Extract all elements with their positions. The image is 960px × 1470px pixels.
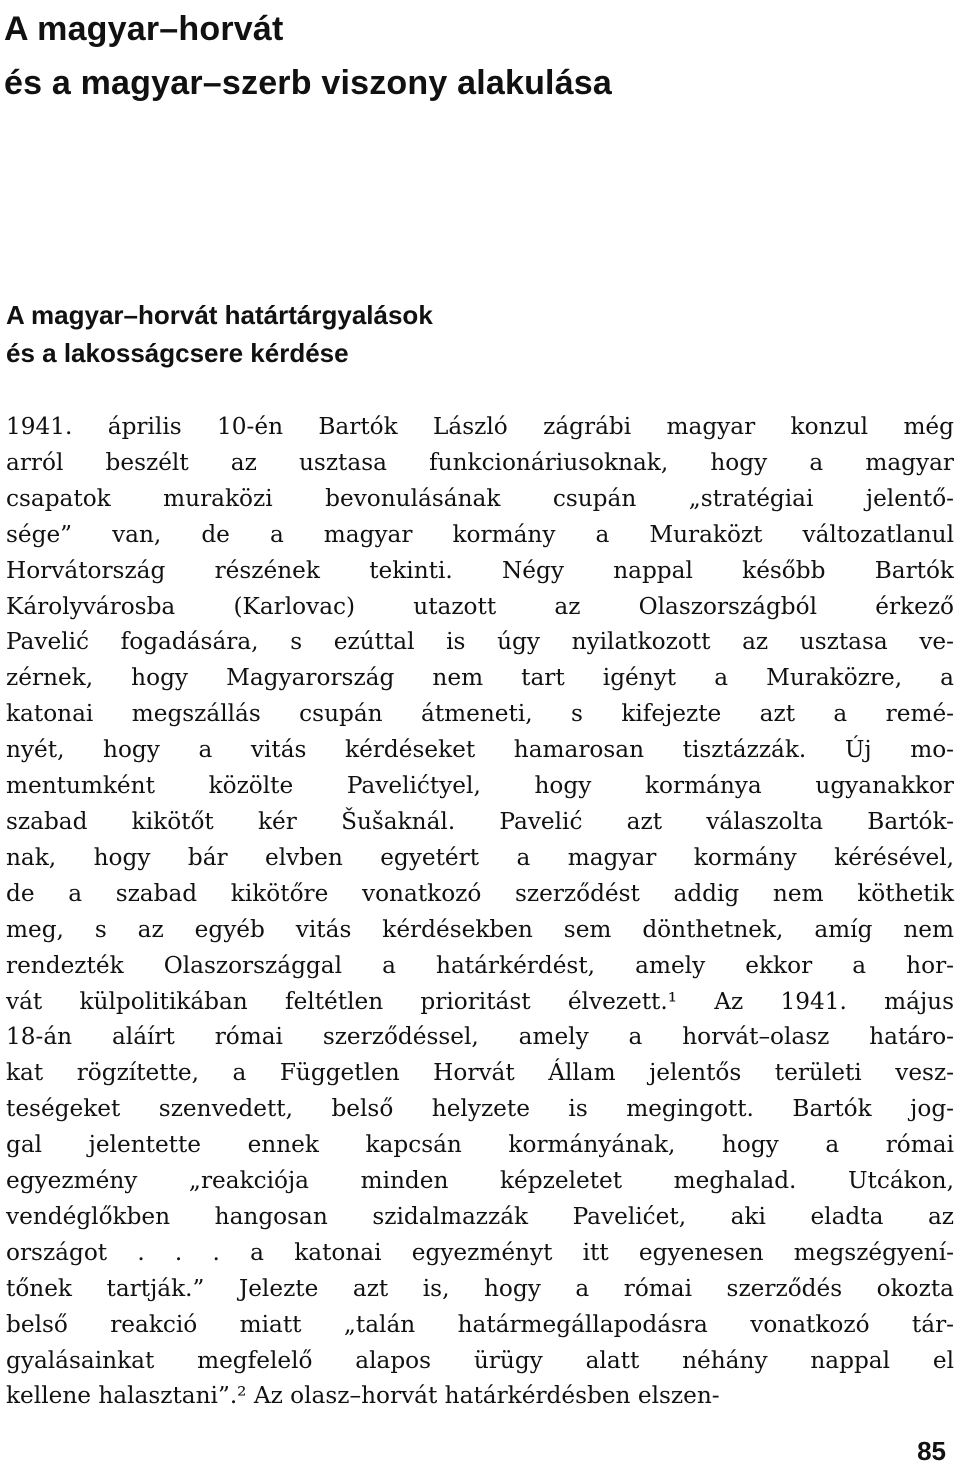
chapter-title-line-1: A magyar–horvát (4, 10, 284, 48)
body-line: Károlyvárosba (Karlovac) utazott az Olaszországból érkező (6, 592, 954, 620)
body-line: teségeket szenvedett, belső helyzete is megingott. Bartók jog- (6, 1095, 954, 1123)
body-line: szabad kikötőt kér Šušaknál. Pavelić azt válaszolta Bartók- (6, 807, 954, 835)
page-number: 85 (917, 1436, 946, 1466)
body-line: rendezték Olaszországgal a határkérdést, amely ekkor a hor- (6, 951, 954, 979)
chapter-title-line-2: és a magyar–szerb viszony alakulása (4, 64, 613, 102)
body-line: tőnek tartják.” Jelezte azt is, hogy a római szerződés okozta (6, 1274, 954, 1302)
body-line: kat rögzítette, a Független Horvát Állam jelentős területi vesz- (6, 1059, 954, 1087)
body-line: belső reakció miatt „talán határmegállapodásra vonatkozó tár- (6, 1310, 954, 1338)
section-title (6, 296, 433, 372)
body-paragraph (6, 409, 954, 1414)
body-line: nak, hogy bár elvben egyetért a magyar kormány kérésével, (6, 843, 954, 871)
section-title-line-2: és a lakosságcsere kérdése (6, 338, 349, 368)
body-line: 1941. április 10-én Bartók László zágrábi magyar konzul még (6, 413, 954, 440)
body-line: sége” van, de a magyar kormány a Muraközt változatlanul (6, 520, 954, 548)
body-line: arról beszélt az usztasa funkcionáriusoknak, hogy a magyar (6, 448, 954, 476)
body-line: kellene halasztani”.² Az olasz–horvát határkérdésben elszen- (6, 1382, 720, 1410)
body-line: 18-án aláírt római szerződéssel, amely a horvát–olasz határo- (6, 1023, 954, 1051)
body-line: gal jelentette ennek kapcsán kormányának, hogy a római (6, 1131, 954, 1159)
body-line: vendéglőkben hangosan szidalmazzák Pavelićet, aki eladta az (6, 1202, 954, 1230)
body-line: nyét, hogy a vitás kérdéseket hamarosan tisztázzák. Új mo- (6, 736, 954, 764)
body-line: Pavelić fogadására, s ezúttal is úgy nyilatkozott az usztasa ve- (6, 628, 954, 656)
chapter-title (4, 2, 612, 110)
body-line: zérnek, hogy Magyarország nem tart igényt a Muraközre, a (6, 664, 954, 692)
body-line: országot . . . a katonai egyezményt itt egyenesen megszégyení- (6, 1238, 954, 1266)
body-line: de a szabad kikötőre vonatkozó szerződést addig nem köthetik (6, 879, 954, 907)
body-line: gyalásainkat megfelelő alapos ürügy alatt néhány nappal el (6, 1346, 954, 1374)
body-line: egyezmény „reakciója minden képzeletet meghalad. Utcákon, (6, 1167, 954, 1195)
body-line: mentumként közölte Pavelićtyel, hogy kormánya ugyanakkor (6, 772, 954, 800)
section-title-line-1: A magyar–horvát határtárgyalások (6, 300, 433, 330)
body-line: Horvátország részének tekinti. Négy nappal később Bartók (6, 556, 954, 584)
body-line: csapatok muraközi bevonulásának csupán „stratégiai jelentő- (6, 484, 954, 512)
body-line: meg, s az egyéb vitás kérdésekben sem dönthetnek, amíg nem (6, 915, 954, 943)
body-line: vát külpolitikában feltétlen prioritást élvezett.¹ Az 1941. május (6, 987, 954, 1015)
body-line: katonai megszállás csupán átmeneti, s kifejezte azt a remé- (6, 700, 954, 728)
